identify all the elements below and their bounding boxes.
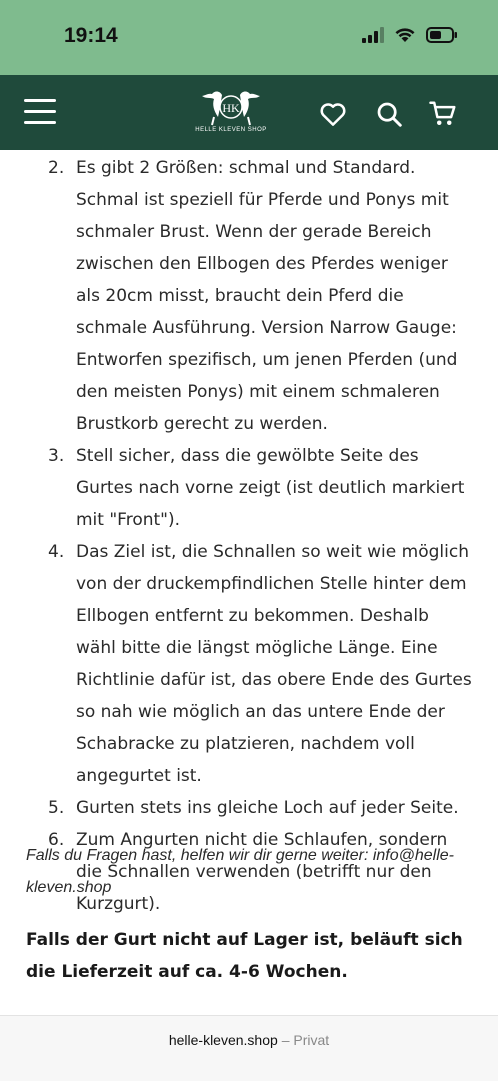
status-icons <box>362 27 458 43</box>
logo[interactable] <box>194 87 268 139</box>
search-icon <box>374 99 404 129</box>
list-item: 4. Das Ziel ist, die Schnallen so weit wie möglich von der druckempfindlichen Stelle hinter dem Ellbogen entfernt zu bekommen. Deshalb wähl bitte die längst mögliche Länge. Eine Richtlinie dafür ist, das obere Ende des Gurtes so nah wie möglich an das untere Ende der Schabracke zu platzieren, nachdem voll angegurtet ist. <box>48 542 472 786</box>
svg-text:HK: HK <box>222 101 240 115</box>
cart-button[interactable] <box>428 99 458 129</box>
menu-button[interactable] <box>24 99 56 125</box>
list-item: 2. Es gibt 2 Größen: schmal und Standard. Schmal ist speziell für Pferde und Ponys mit schmaler Brust. Wenn der gerade Bereich zwischen den Ellbogen des Pferdes weniger als 20cm misst, braucht dein Pferd die schmale Ausführung. Version Narrow Gauge: Entworfen spezifisch, um jenen Pferden (und den meisten Ponys) mit einem schmaleren Brustkorb gerecht zu werden. <box>48 158 458 434</box>
logo-horse-icon <box>194 87 268 127</box>
list-item: 5. Gurten stets ins gleiche Loch auf jeder Seite. <box>48 798 459 818</box>
logo-text: HELLE KLEVEN SHOP <box>195 127 267 133</box>
cart-icon <box>428 99 458 129</box>
status-time: 19:14 <box>64 24 118 47</box>
private-label: – Privat <box>281 1032 330 1048</box>
heart-icon <box>318 99 348 129</box>
list-item: 3. Stell sicher, dass die gewölbte Seite des Gurtes nach vorne zeigt (ist deutlich markiert mit "Front"). <box>48 446 465 530</box>
wifi-icon <box>394 27 416 43</box>
browser-url-bar[interactable] <box>0 1015 498 1081</box>
product-description <box>0 150 498 1015</box>
signal-icon <box>362 27 384 43</box>
app-header <box>0 75 498 150</box>
list-item: 6. Zum Angurten nicht die Schlaufen, sondern die Schnallen verwenden (betrifft nur den Kurzgurt). <box>48 830 448 914</box>
wishlist-button[interactable] <box>318 99 348 129</box>
hamburger-icon <box>24 99 56 102</box>
search-button[interactable] <box>374 99 404 129</box>
fitting-instructions-list <box>0 150 498 920</box>
status-bar <box>0 0 498 75</box>
contact-note: Falls du Fragen hast, helfen wir dir gerne weiter: info@helle-kleven.shop <box>26 847 454 896</box>
url-text <box>0 1032 498 1048</box>
battery-icon <box>426 27 458 43</box>
url-domain: helle-kleven.shop <box>168 1032 278 1048</box>
delivery-time-notice: Falls der Gurt nicht auf Lager ist, beläuft sich die Lieferzeit auf ca. 4-6 Wochen. <box>26 930 463 982</box>
